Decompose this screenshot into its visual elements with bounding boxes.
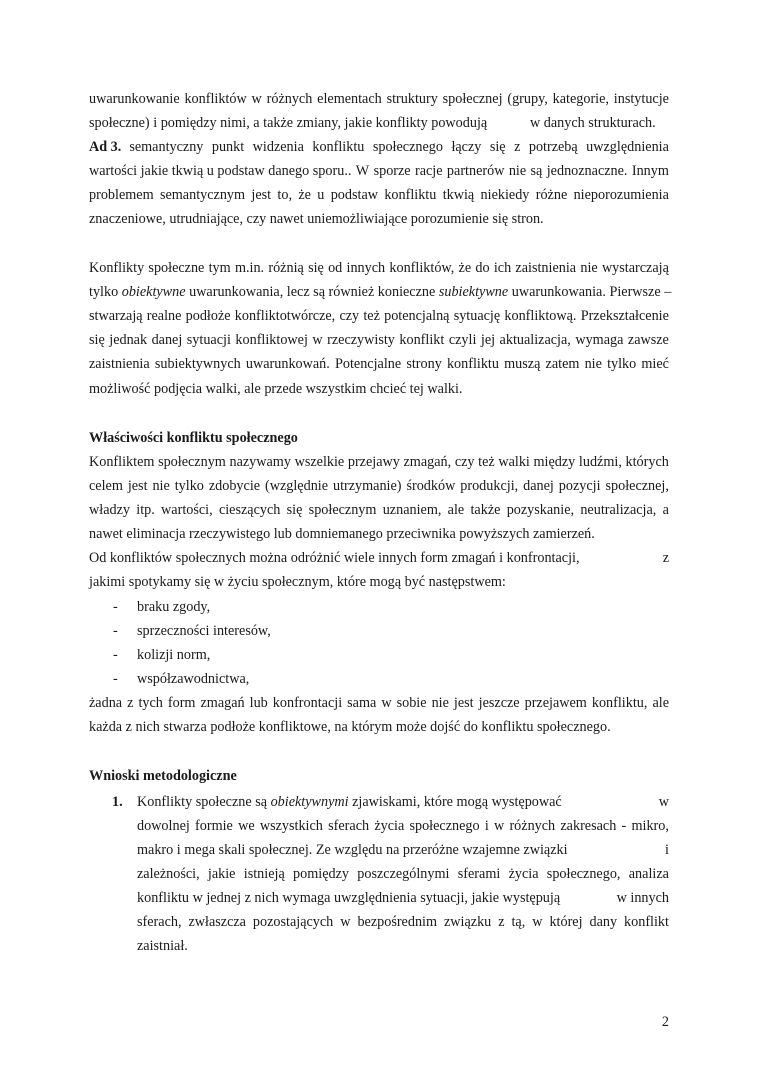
p2-l2d: subiektywne — [438, 284, 509, 300]
word: między — [533, 454, 576, 470]
word: nie — [152, 478, 170, 494]
word: której — [549, 914, 583, 930]
word: zdobycie — [208, 478, 261, 494]
word: semantycznym — [159, 187, 246, 203]
word: lub — [249, 695, 268, 711]
word: podstaw — [330, 187, 378, 203]
word: sferami — [457, 866, 501, 882]
word: konflikt — [399, 332, 445, 348]
s2-line-4 — [137, 863, 669, 885]
s1-line-6: jakimi spotykamy się w życiu społecznym, które mogą być następstwem: — [89, 574, 506, 590]
s2-l3a: makro i mega skali społecznej. Ze względu na przeróżne wzajemne związki — [137, 842, 568, 858]
word: konfliktów, — [389, 260, 455, 276]
word: czy — [454, 454, 475, 470]
word: uwarunkowanie — [89, 91, 180, 107]
word: czyli — [448, 332, 477, 348]
p2-line-3 — [89, 305, 669, 327]
word: ale — [447, 502, 465, 518]
word: itp. — [136, 502, 155, 518]
word: przejawy — [347, 454, 400, 470]
word: że — [458, 260, 472, 276]
word: walki — [498, 454, 530, 470]
word: kategorie, — [552, 91, 609, 107]
p2-line-4 — [89, 329, 669, 351]
page-number: 2 — [661, 1014, 669, 1030]
word: konfliktu — [312, 139, 365, 155]
s1-line-5 — [89, 547, 669, 569]
word: we — [238, 818, 255, 834]
word: jest — [453, 695, 474, 711]
word: uwarunkowań. — [245, 356, 330, 372]
s2-l5b: w innych — [616, 890, 669, 906]
bullet-dash: - — [113, 647, 118, 663]
s1-line-3 — [89, 499, 669, 521]
word: pomiędzy — [293, 866, 349, 882]
word: poszczególnymi — [357, 866, 450, 882]
word: wartości, — [161, 502, 213, 518]
word: z — [498, 914, 505, 930]
word: różnych — [266, 91, 313, 107]
word: różnią — [268, 260, 304, 276]
s1-line-5-end: z — [662, 550, 669, 566]
word: wartości jakie tkwią u podstaw danego sporu.. — [89, 163, 352, 179]
word: uznaniem, — [382, 502, 442, 518]
s2-line-5 — [137, 887, 669, 909]
word: są — [530, 163, 543, 179]
word: racje — [414, 163, 443, 179]
word: - — [621, 818, 627, 834]
word: mieć — [641, 356, 669, 372]
word: widzenia — [252, 139, 304, 155]
word: nie — [580, 260, 598, 276]
word: Konfliktem — [89, 454, 155, 470]
word: że — [298, 187, 311, 203]
word: potencjalną — [384, 308, 450, 324]
s2-line-1 — [137, 791, 669, 813]
word: stwarzają — [89, 308, 143, 324]
word: zawsze — [627, 332, 669, 348]
s1-line-2 — [89, 475, 669, 497]
ad3-line-1-words — [129, 136, 669, 158]
word: się — [489, 139, 506, 155]
word: też — [478, 454, 495, 470]
word: sferach — [328, 818, 370, 834]
word: zmagań, — [403, 454, 452, 470]
word: konfliktową. — [504, 308, 577, 324]
word: instytucje — [613, 91, 669, 107]
word: w — [340, 914, 351, 930]
ad3-label: Ad 3. — [89, 139, 122, 155]
word: m.in. — [234, 260, 265, 276]
word: społecznego, — [546, 866, 621, 882]
word: przejawem — [524, 695, 587, 711]
list-item: braku zgody, — [137, 599, 211, 615]
word: w — [493, 818, 505, 834]
word: rzeczywisty — [327, 332, 395, 348]
s2-line-7: zaistniał. — [137, 938, 188, 954]
word: się — [89, 332, 105, 348]
word: tym — [208, 260, 231, 276]
word: Konflikty — [89, 260, 145, 276]
word: utrzymanie) — [332, 478, 402, 494]
word: społecznego — [372, 139, 443, 155]
s1-line-5-text: Od konfliktów społecznych można odróżnić wiele innych form zmagań i konfrontacji, — [89, 550, 580, 566]
word: konfliktowej — [235, 332, 308, 348]
word: sferach, — [137, 914, 182, 930]
p1-line-2-end: w danych strukturach. — [530, 115, 656, 131]
word: konfliktu — [384, 187, 437, 203]
word: z — [514, 139, 521, 155]
word: konfliktu, — [591, 695, 648, 711]
word: i — [484, 818, 489, 834]
word: jakie — [207, 866, 236, 882]
word: konfliktów — [184, 91, 247, 107]
word: sama — [347, 695, 377, 711]
word: celem — [89, 478, 123, 494]
word: społecznym — [158, 454, 226, 470]
p2-l2a: tylko — [89, 284, 122, 300]
word: dowolnej — [137, 818, 190, 834]
word: ludźmi, — [578, 454, 622, 470]
ad3-line-3 — [89, 184, 669, 206]
word: też — [363, 308, 380, 324]
word: się — [308, 260, 324, 276]
word: struktury — [386, 91, 438, 107]
bullet-dash: - — [113, 599, 118, 615]
s2-line-2 — [137, 815, 669, 837]
word: łączy — [451, 139, 482, 155]
word: jej — [480, 332, 496, 348]
word: ich — [493, 260, 512, 276]
word: konfliktotwórcze, — [234, 308, 336, 324]
s2-l3b: i — [665, 842, 669, 858]
word: cieszących — [218, 502, 281, 518]
word: zwłaszcza — [188, 914, 246, 930]
word: od — [328, 260, 343, 276]
s2-l1d: w — [658, 794, 669, 810]
word: bezpośrednim — [357, 914, 438, 930]
word: różnych — [509, 818, 556, 834]
word: neutralizacja, — [580, 502, 657, 518]
ad3-line-4: znaczeniowe, utrudniające, czy nawet uniemożliwiające porozumienie się stron. — [89, 211, 544, 227]
word: wymaga — [575, 332, 624, 348]
word: nie — [431, 695, 449, 711]
word: tkwią — [442, 187, 475, 203]
word: niekiedy — [480, 187, 530, 203]
word: władzy — [89, 502, 130, 518]
word: danej — [523, 478, 554, 494]
ad3-line-1 — [89, 136, 669, 158]
word: zmagań — [200, 695, 245, 711]
word: w — [312, 332, 323, 348]
word: tych — [138, 695, 163, 711]
word: punkt — [211, 139, 245, 155]
word: czy — [339, 308, 360, 324]
word: strony — [406, 356, 442, 372]
word: jest — [251, 187, 272, 203]
p2-l2b: obiektywne — [121, 284, 186, 300]
word: zatem — [545, 356, 580, 372]
word: środków — [406, 478, 456, 494]
s1-line-8: każda z nich stwarza podłoże konfliktowe, na którym może dojść do konfliktu społecznego. — [89, 719, 611, 735]
word: społecznej — [442, 91, 503, 107]
word: istnieją — [243, 866, 285, 882]
word: konfrontacji — [272, 695, 343, 711]
word: życia — [508, 866, 539, 882]
word: mikro, — [631, 818, 669, 834]
s2-l1c: zjawiskami, które mogą występować — [348, 794, 562, 810]
word: (grupy, — [507, 91, 548, 107]
bullet-dash: - — [113, 671, 118, 687]
word: analiza — [628, 866, 669, 882]
word: to, — [277, 187, 293, 203]
p2-line-2 — [89, 281, 672, 303]
word: realne — [146, 308, 182, 324]
s2-line-3 — [137, 839, 669, 861]
s1-line-7 — [89, 692, 669, 714]
word: elementach — [317, 91, 382, 107]
word: jednak — [109, 332, 148, 348]
list-number: 1. — [112, 794, 123, 810]
word: sobie — [396, 695, 427, 711]
word: pozostających — [252, 914, 334, 930]
word: w — [251, 91, 262, 107]
word: a — [662, 502, 669, 518]
s2-line-6 — [137, 911, 669, 933]
section2-heading: Wnioski metodologiczne — [89, 768, 237, 784]
word: także — [470, 502, 501, 518]
bullet-dash: - — [113, 623, 118, 639]
word: muszą — [504, 356, 541, 372]
word: sytuacji — [186, 332, 231, 348]
list-item: sprzeczności interesów, — [137, 623, 271, 639]
word: dany — [589, 914, 618, 930]
p1-line-2-text: społeczne) i pomiędzy nimi, a także zmiany, jakie konflikty powodują — [89, 115, 488, 131]
word: nieporozumienia — [573, 187, 669, 203]
ad3-line-2 — [89, 160, 669, 182]
section1-heading: Właściwości konfliktu społecznego — [89, 430, 298, 446]
word: tą, — [511, 914, 526, 930]
word: uwzględnienia — [586, 139, 669, 155]
word: nazywamy — [229, 454, 291, 470]
word: związku — [443, 914, 492, 930]
word: wystarczają — [601, 260, 669, 276]
word: zaistnienia — [89, 356, 150, 372]
s2-l1b: obiektywnymi — [270, 794, 349, 810]
word: zależności, — [137, 866, 200, 882]
word: ale — [652, 695, 669, 711]
s1-line-1 — [89, 451, 669, 473]
word: sytuację — [453, 308, 501, 324]
word: w — [381, 695, 392, 711]
word: życia — [374, 818, 405, 834]
p2-line-5 — [89, 353, 669, 375]
word: się — [286, 502, 303, 518]
p2-l2c: uwarunkowania, lecz są również konieczne — [185, 284, 439, 300]
word: w — [532, 914, 543, 930]
word: zakresach — [560, 818, 617, 834]
word: różne — [535, 187, 568, 203]
word: podłoże — [185, 308, 231, 324]
word: społecznego — [409, 818, 480, 834]
word: jeszcze — [478, 695, 520, 711]
word: konfliktu — [446, 356, 499, 372]
word: Przekształcenie — [580, 308, 669, 324]
word: pozycji — [558, 478, 601, 494]
word: pozyskanie, — [506, 502, 575, 518]
word: Potencjalne — [334, 356, 402, 372]
word: konflikt — [624, 914, 669, 930]
word: sporze — [373, 163, 411, 179]
word: społecznej, — [605, 478, 669, 494]
word: semantyczny — [129, 139, 204, 155]
p1-line-1 — [89, 88, 669, 110]
word: tylko — [607, 356, 637, 372]
word: danej — [151, 332, 183, 348]
word: wszystkich — [259, 818, 323, 834]
word: wszelkie — [294, 454, 345, 470]
word: form — [167, 695, 196, 711]
p2-line-6: możliwość podjęcia walki, ale przede wszystkim chcieć tej walki. — [89, 381, 463, 397]
word: subiektywnych — [154, 356, 241, 372]
word: których — [625, 454, 669, 470]
word: aktualizacja, — [499, 332, 571, 348]
word: u — [317, 187, 325, 203]
s1-line-4: nawet eliminacja rzeczywistego lub domniemanego przeciwnika powyższych zamierzeń. — [89, 526, 595, 542]
word: nie — [584, 356, 602, 372]
word: tylko — [174, 478, 204, 494]
word: partnerów — [446, 163, 505, 179]
p1-line-2 — [89, 112, 669, 134]
word: nie — [508, 163, 527, 179]
word: z — [127, 695, 134, 711]
s2-l5a: konfliktu w jednej z nich wymaga uwzględnienia sytuacji, jakie występują — [137, 890, 561, 906]
word: formie — [195, 818, 233, 834]
word: zaistnienia — [515, 260, 577, 276]
word: (względnie — [265, 478, 329, 494]
word: żadna — [89, 695, 123, 711]
word: produkcji, — [460, 478, 519, 494]
word: do — [475, 260, 490, 276]
list-item: kolizji norm, — [137, 647, 211, 663]
word: potrzebą — [528, 139, 578, 155]
word: W — [355, 163, 370, 179]
word: jest — [127, 478, 148, 494]
word: społecznym — [308, 502, 377, 518]
word: innych — [346, 260, 386, 276]
word: Innym — [631, 163, 669, 179]
p2-l2e: uwarunkowania. Pierwsze – — [508, 284, 672, 300]
word: jednoznaczne. — [546, 163, 628, 179]
s2-l1a: Konflikty społeczne są — [137, 794, 271, 810]
list-item: współzawodnictwa, — [137, 671, 250, 687]
word: społeczne — [148, 260, 205, 276]
p2-line-1 — [89, 257, 669, 279]
word: problemem — [89, 187, 154, 203]
